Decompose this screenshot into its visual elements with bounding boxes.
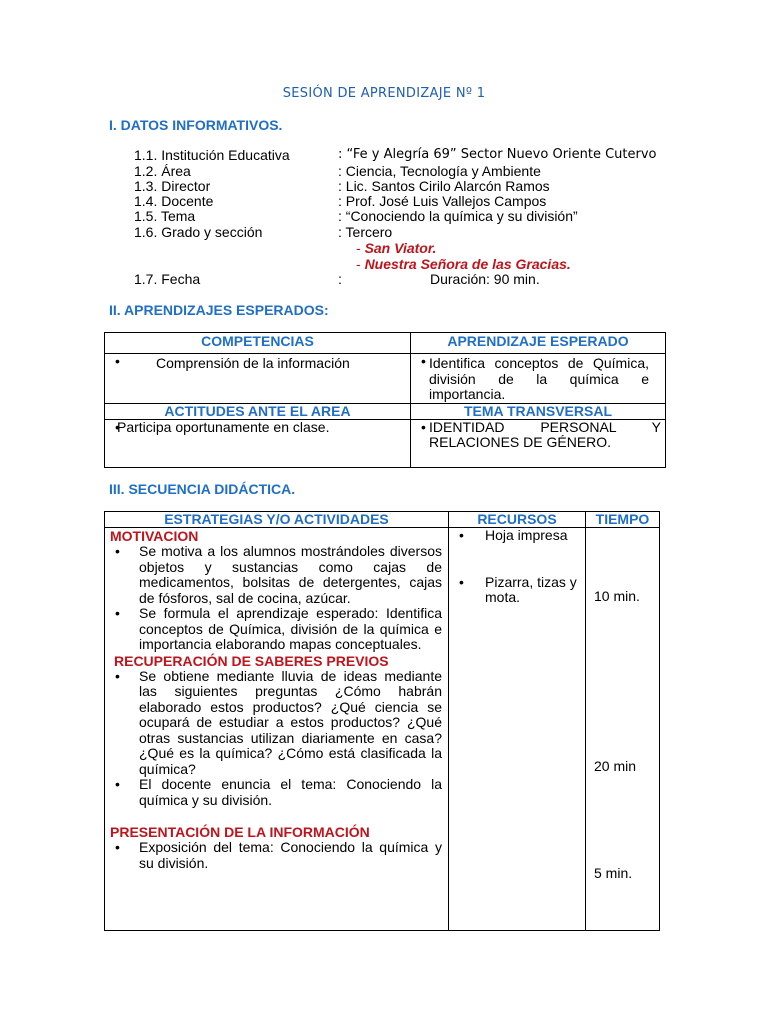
actitud-cell xyxy=(105,419,411,467)
recurso-item: • Hoja impresa xyxy=(449,528,585,544)
info-value-institucion: : “Fe y Alegría 69” Sector Nuevo Oriente Cutervo xyxy=(338,147,657,162)
duracion: Duración: 90 min. xyxy=(430,271,540,287)
competencia-text: Comprensión de la información xyxy=(156,355,350,371)
info-value-director: : Lic. Santos Cirilo Alarcón Ramos xyxy=(338,178,550,194)
info-value-grado: : Tercero xyxy=(338,224,393,240)
aprendizaje-cell xyxy=(411,354,666,404)
list-item: • Se motiva a los alumnos mostrándoles diversos objetos y sustancias como cajas de medicamentos, bolsitas de detergentes, cajas de fósforos, sal de cocina, azúcar. xyxy=(105,544,442,606)
section1-heading: I. DATOS INFORMATIVOS. xyxy=(109,117,283,133)
info-label-institucion: 1.1. Institución Educativa xyxy=(134,147,290,163)
aprendizajes-table xyxy=(104,332,666,468)
header-competencias: COMPETENCIAS xyxy=(105,333,411,354)
estrategias-cell xyxy=(105,528,449,931)
list-item: • Se obtiene mediante lluvia de ideas mediante las siguientes preguntas ¿Cómo habrán elaborado estos productos? ¿Qué ciencia se ocupará de estudiar a estos productos? ¿Qué otras sustancias utilizan diariamente en casa? ¿Qué es la química? ¿Cómo está clasificada la química? xyxy=(105,669,442,778)
list-item: • Se formula el aprendizaje esperado: Identifica conceptos de Química, división de la química e importancia elaborando mapas conceptuales. xyxy=(105,606,442,653)
info-label-fecha: 1.7. Fecha xyxy=(134,271,201,287)
competencia-cell xyxy=(105,354,411,404)
header-actitudes: ACTITUDES ANTE EL AREA xyxy=(105,403,411,419)
info-value-docente: : Prof. José Luis Vallejos Campos xyxy=(338,193,547,209)
section3-heading: III. SECUENCIA DIDÁCTICA. xyxy=(109,481,296,497)
info-label-director: 1.3. Director xyxy=(134,178,211,194)
info-value-fecha: : xyxy=(338,271,342,287)
tiempo-recuperacion: 20 min xyxy=(594,758,637,774)
document-title: SESIÓN DE APRENDIZAJE Nº 1 xyxy=(282,86,486,101)
info-value-tema: : “Conociendo la química y su división” xyxy=(338,208,578,224)
header-tiempo: TIEMPO xyxy=(586,512,660,528)
aprendizaje-text: Identifica conceptos de Química, división de la química e importancia. xyxy=(429,355,649,402)
header-estrategias: ESTRATEGIAS Y/O ACTIVIDADES xyxy=(105,512,449,528)
recursos-cell xyxy=(449,528,586,931)
tiempo-presentacion: 5 min. xyxy=(594,865,633,881)
list-item: • Exposición del tema: Conociendo la química y su división. xyxy=(105,840,442,871)
secuencia-table xyxy=(104,511,660,931)
recuperacion-title: RECUPERACIÓN DE SABERES PREVIOS xyxy=(114,652,389,669)
motivacion-title: MOTIVACION xyxy=(110,528,199,544)
tema-transversal-cell xyxy=(411,419,666,467)
header-tema-transversal: TEMA TRANSVERSAL xyxy=(411,403,666,419)
info-value-area: : Ciencia, Tecnología y Ambiente xyxy=(338,163,541,179)
tiempo-motivacion: 10 min. xyxy=(594,588,640,604)
tiempo-cell xyxy=(586,528,660,931)
header-recursos: RECURSOS xyxy=(449,512,586,528)
header-aprendizaje: APRENDIZAJE ESPERADO xyxy=(411,333,666,354)
info-label-area: 1.2. Área xyxy=(134,163,191,179)
list-item: • El docente enuncia el tema: Conociendo la química y su división. xyxy=(105,777,442,808)
presentacion-title: PRESENTACIÓN DE LA INFORMACIÓN xyxy=(110,824,370,840)
info-label-grado: 1.6. Grado y sección xyxy=(134,224,263,240)
tema-transversal-text: IDENTIDAD PERSONAL Y RELACIONES DE GÉNERO. xyxy=(429,418,661,450)
actitud-text: Participa oportunamente en clase. xyxy=(117,418,330,435)
info-label-docente: 1.4. Docente xyxy=(134,193,214,209)
section2-heading: II. APRENDIZAJES ESPERADOS: xyxy=(109,302,329,318)
seccion-item: - Nuestra Señora de las Gracias. xyxy=(356,256,571,272)
info-label-tema: 1.5. Tema xyxy=(134,208,196,224)
recurso-item: • Pizarra, tizas y mota. xyxy=(449,575,585,606)
seccion-item: - San Viator. xyxy=(356,240,437,256)
